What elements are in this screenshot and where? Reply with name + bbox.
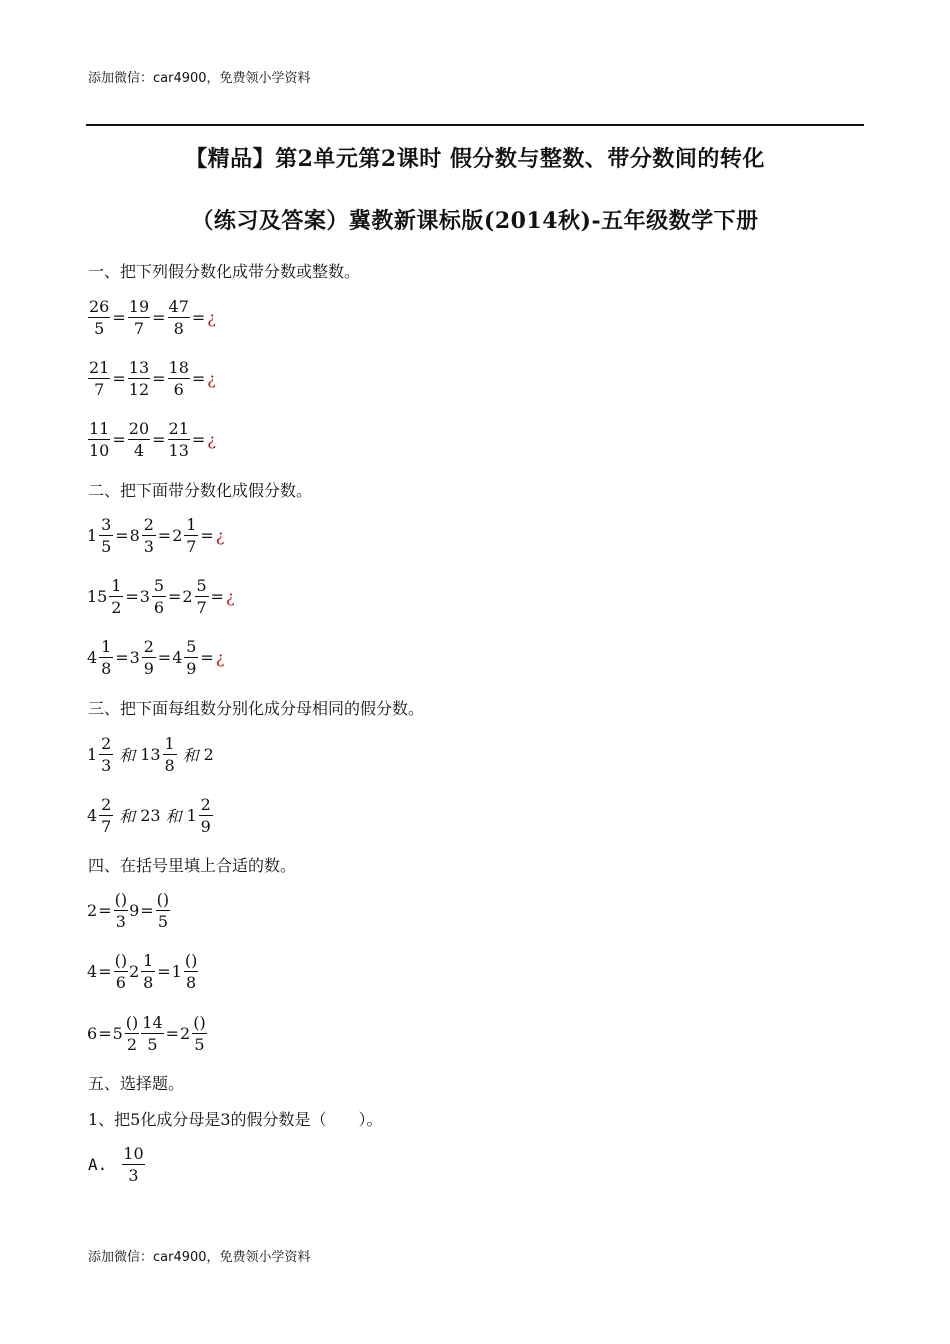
fraction: $\frac{5}{6}$ <box>153 576 165 617</box>
exercise-1-row-3: $\frac{11}{10}$ = $\frac{20}{4}$ = $\frac{21}{13}$ = ¿ <box>89 419 216 460</box>
unknown-glyph: ¿ <box>215 526 225 545</box>
fraction: $\frac{2}{7}$ <box>101 795 112 836</box>
fraction: $\frac{14}{5}$ <box>142 1013 163 1054</box>
section-2-heading: 二、把下面带分数化成假分数。 <box>88 481 313 500</box>
exercise-2-row-2: 15 $\frac{1}{2}$ = 3 $\frac{5}{6}$ = 2 $\frac{5}{7}$ = ¿ <box>87 576 235 617</box>
exercise-4-row-3: 6 = 5 $\frac{()}{2}$ $\frac{14}{5}$ = 2 $\frac{()}{5}$ <box>87 1013 206 1054</box>
exercise-3-row-1: 1 $\frac{2}{3}$ 和 13 $\frac{1}{8}$ 和 2 <box>87 734 214 775</box>
document-title-line-2: （练习及答案）冀教新课标版(2014秋)-五年级数学下册 <box>191 208 759 234</box>
fraction: $\frac{2}{9}$ <box>143 637 154 678</box>
blank-fraction: $\frac{()}{8}$ <box>184 951 198 992</box>
fraction: $\frac{2}{9}$ <box>200 795 211 836</box>
fraction: $\frac{18}{6}$ <box>168 358 189 399</box>
exercise-4-row-1: 2 = $\frac{()}{3}$ 9 = $\frac{()}{5}$ <box>87 890 170 931</box>
exercise-2-row-3: 4 $\frac{1}{8}$ = 3 $\frac{2}{9}$ = 4 $\frac{5}{9}$ = ¿ <box>87 637 225 678</box>
header-divider <box>86 124 864 126</box>
choice-question-1: 1、把5化成分母是3的假分数是（ ）。 <box>88 1110 383 1129</box>
fraction: $\frac{13}{12}$ <box>128 358 150 399</box>
choice-option-a <box>88 1144 146 1185</box>
unknown-glyph: ¿ <box>215 648 225 667</box>
document-title-line-1: 【精品】第2单元第2课时 假分数与整数、带分数间的转化 <box>185 146 765 172</box>
exercise-4-row-2: 4 = $\frac{()}{6}$ 2 $\frac{1}{8}$ = 1 $\frac{()}{8}$ <box>87 951 198 992</box>
exercise-1-row-2: $\frac{21}{7}$ = $\frac{13}{12}$ = $\frac{18}{6}$ = ¿ <box>89 358 216 399</box>
fraction: $\frac{3}{5}$ <box>101 515 112 556</box>
fraction: $\frac{11}{10}$ <box>89 419 110 460</box>
fraction: $\frac{26}{5}$ <box>89 297 110 338</box>
exercise-3-row-2: 4 $\frac{2}{7}$ 和 23 和 1 $\frac{2}{9}$ <box>87 795 211 836</box>
fraction: $\frac{1}{8}$ <box>143 951 154 992</box>
header-watermark-note: 添加微信：car4900，免费领小学资料 <box>88 71 311 86</box>
fraction: $\frac{2}{3}$ <box>101 734 112 775</box>
fraction: $\frac{1}{2}$ <box>111 576 122 617</box>
option-a-fraction: $\frac{10}{3}$ <box>123 1144 144 1185</box>
footer-watermark-note: 添加微信：car4900，免费领小学资料 <box>88 1250 311 1265</box>
fraction: $\frac{20}{4}$ <box>128 419 150 460</box>
unknown-glyph: ¿ <box>225 587 235 606</box>
fraction: $\frac{19}{7}$ <box>128 297 150 338</box>
blank-fraction: $\frac{()}{5}$ <box>156 890 170 931</box>
fraction: $\frac{1}{8}$ <box>101 637 112 678</box>
section-5-heading: 五、选择题。 <box>88 1074 185 1093</box>
fraction: $\frac{2}{3}$ <box>143 515 154 556</box>
fraction: $\frac{47}{8}$ <box>168 297 189 338</box>
option-a-label: A. <box>88 1155 108 1174</box>
section-4-heading: 四、在括号里填上合适的数。 <box>88 856 297 875</box>
exercise-1-row-1: $\frac{26}{5}$ = $\frac{19}{7}$ = $\frac{47}{8}$ = ¿ <box>89 297 216 338</box>
fraction: $\frac{5}{9}$ <box>186 637 197 678</box>
unknown-glyph: ¿ <box>207 430 216 449</box>
fraction: $\frac{5}{7}$ <box>196 576 207 617</box>
blank-fraction: $\frac{()}{6}$ <box>114 951 128 992</box>
section-3-heading: 三、把下面每组数分别化成分母相同的假分数。 <box>88 699 425 718</box>
exercise-2-row-1: 1 $\frac{3}{5}$ = 8 $\frac{2}{3}$ = 2 $\frac{1}{7}$ = ¿ <box>87 515 225 556</box>
fraction: $\frac{1}{8}$ <box>164 734 175 775</box>
blank-fraction: $\frac{()}{5}$ <box>193 1013 206 1054</box>
section-1-heading: 一、把下列假分数化成带分数或整数。 <box>88 262 361 281</box>
blank-fraction: $\frac{()}{2}$ <box>125 1013 139 1054</box>
blank-fraction: $\frac{()}{3}$ <box>114 890 128 931</box>
fraction: $\frac{21}{13}$ <box>168 419 189 460</box>
unknown-glyph: ¿ <box>207 369 216 388</box>
unknown-glyph: ¿ <box>207 308 216 327</box>
fraction: $\frac{21}{7}$ <box>89 358 110 399</box>
fraction: $\frac{1}{7}$ <box>186 515 197 556</box>
